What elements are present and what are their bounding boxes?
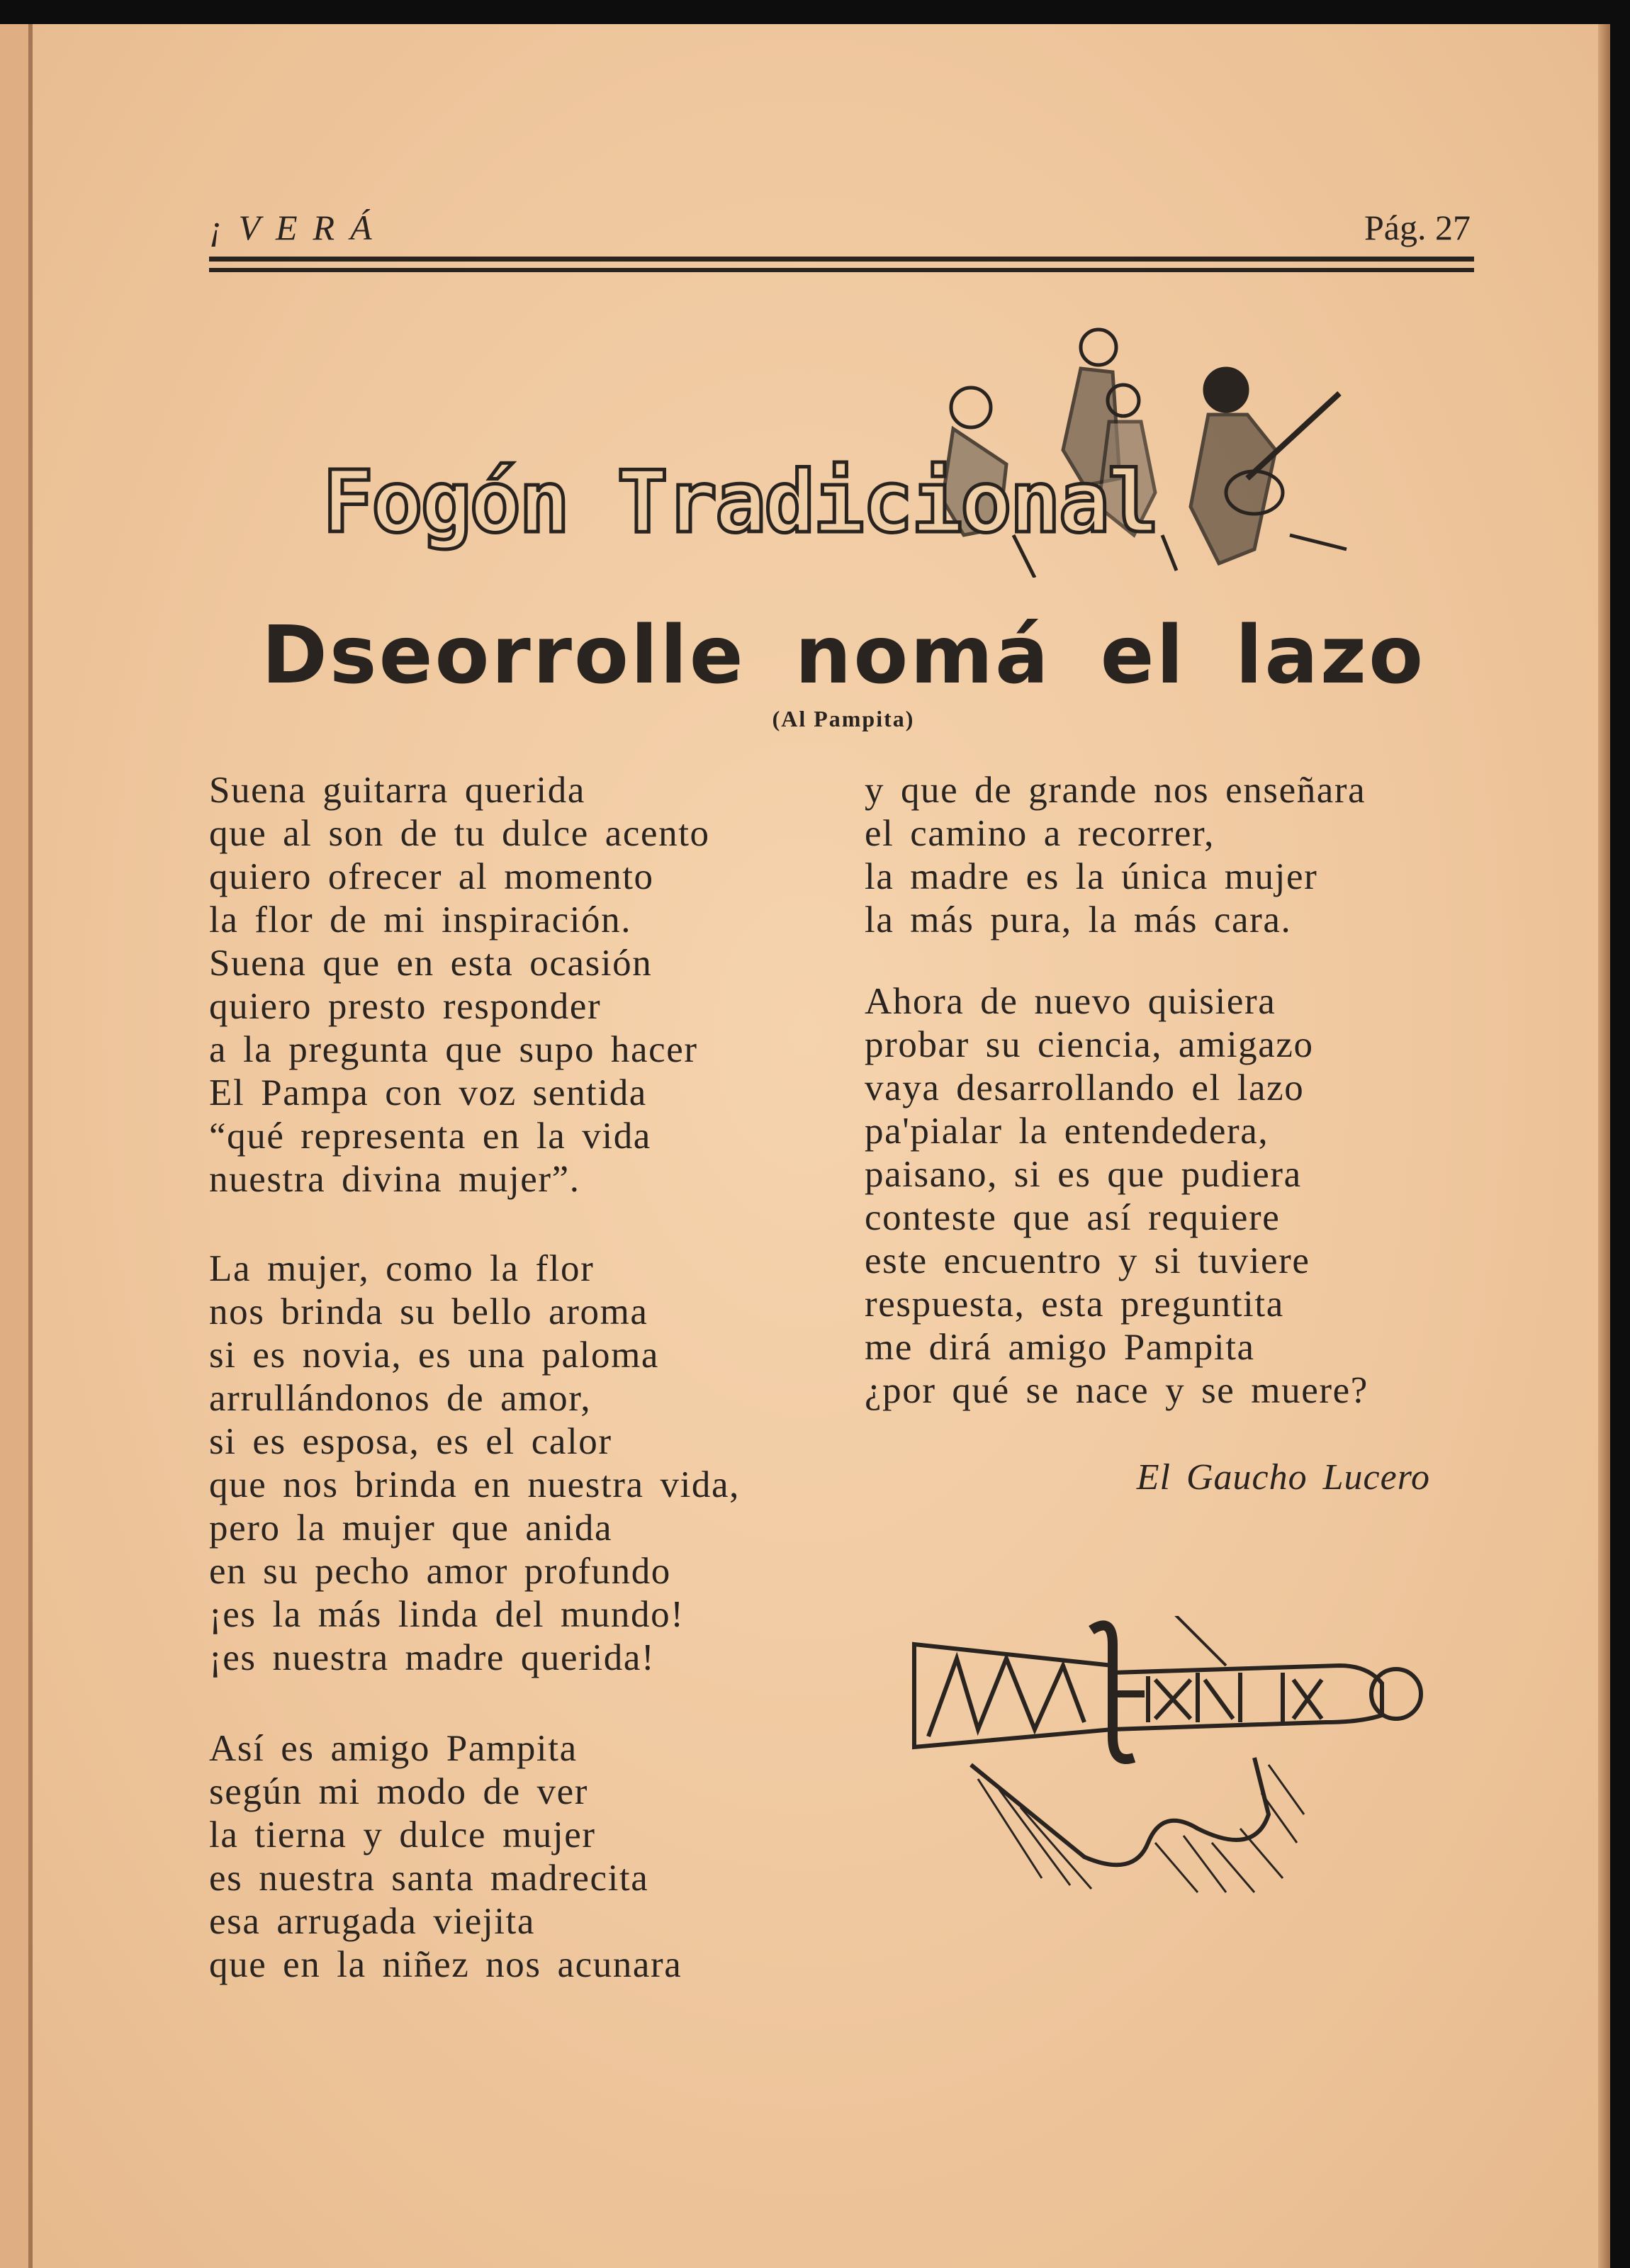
verse-line: el camino a recorrer, bbox=[865, 813, 1215, 854]
right-stanza-2 bbox=[865, 980, 1368, 1413]
previous-page-edge bbox=[0, 24, 28, 2268]
verse-line: la tierna y dulce mujer bbox=[209, 1814, 596, 1856]
left-stanza-1 bbox=[209, 769, 710, 1201]
verse-line: la flor de mi inspiración. bbox=[209, 899, 632, 941]
verse-line: en su pecho amor profundo bbox=[209, 1551, 671, 1592]
verse-line: que nos brinda en nuestra vida, bbox=[209, 1464, 740, 1505]
facon-knife-illustration bbox=[900, 1616, 1439, 1899]
verse-line: conteste que así requiere bbox=[865, 1197, 1281, 1238]
poem-dedication: (Al Pampita) bbox=[772, 706, 915, 731]
header-rule-top bbox=[209, 257, 1474, 262]
verse-line: Suena guitarra querida bbox=[209, 770, 585, 811]
verse-line: respuesta, esta preguntita bbox=[865, 1284, 1284, 1325]
left-stanza-2 bbox=[209, 1247, 740, 1680]
verse-line: que en la niñez nos acunara bbox=[209, 1944, 682, 1985]
page-edge bbox=[1598, 24, 1610, 2268]
verse-line: me dirá amigo Pampita bbox=[865, 1327, 1255, 1368]
binding-gutter bbox=[28, 24, 33, 2268]
right-stanza-1 bbox=[865, 769, 1366, 942]
verse-line: vaya desarrollando el lazo bbox=[865, 1067, 1305, 1108]
verse-line: ¡es nuestra madre querida! bbox=[209, 1637, 656, 1678]
section-title-art: Fogón Tradicional bbox=[322, 454, 1157, 552]
verse-line: pa'pialar la entendedera, bbox=[865, 1111, 1269, 1152]
verse-line: este encuentro y si tuviere bbox=[865, 1240, 1310, 1281]
page-number: Pág. 27 bbox=[1364, 208, 1471, 247]
verse-line: La mujer, como la flor bbox=[209, 1248, 595, 1289]
verse-line: a la pregunta que supo hacer bbox=[209, 1029, 698, 1070]
verse-line: Así es amigo Pampita bbox=[209, 1728, 578, 1769]
verse-line: que al son de tu dulce acento bbox=[209, 813, 710, 854]
verse-line: “qué representa en la vida bbox=[209, 1116, 651, 1157]
verse-line: la madre es la única mujer bbox=[865, 856, 1318, 897]
poem-signature: El Gaucho Lucero bbox=[1136, 1457, 1430, 1498]
verse-line: pero la mujer que anida bbox=[209, 1508, 613, 1549]
verse-line: si es novia, es una paloma bbox=[209, 1335, 660, 1376]
verse-line: nos brinda su bello aroma bbox=[209, 1291, 648, 1332]
verse-line: esa arrugada viejita bbox=[209, 1901, 535, 1942]
verse-line: paisano, si es que pudiera bbox=[865, 1154, 1302, 1195]
verse-line: quiero presto responder bbox=[209, 986, 602, 1027]
verse-line: nuestra divina mujer”. bbox=[209, 1159, 580, 1200]
magazine-name: ¡VERÁ bbox=[209, 208, 388, 247]
verse-line: quiero ofrecer al momento bbox=[209, 856, 654, 897]
verse-line: si es esposa, es el calor bbox=[209, 1421, 612, 1462]
verse-line: Ahora de nuevo quisiera bbox=[865, 981, 1276, 1022]
verse-line: ¡es la más linda del mundo! bbox=[209, 1594, 685, 1635]
left-stanza-3 bbox=[209, 1727, 682, 1987]
verse-line: y que de grande nos enseñara bbox=[865, 770, 1366, 811]
header-rule-bottom bbox=[209, 268, 1474, 272]
verse-line: la más pura, la más cara. bbox=[865, 899, 1292, 941]
verse-line: es nuestra santa madrecita bbox=[209, 1858, 649, 1899]
verse-line: probar su ciencia, amigazo bbox=[865, 1024, 1314, 1065]
poem-title: Dseorrolle nomá el lazo bbox=[261, 610, 1426, 702]
verse-line: Suena que en esta ocasión bbox=[209, 943, 653, 984]
verse-line: El Pampa con voz sentida bbox=[209, 1072, 647, 1113]
verse-line: según mi modo de ver bbox=[209, 1771, 589, 1812]
verse-line: arrullándonos de amor, bbox=[209, 1378, 592, 1419]
verse-line: ¿por qué se nace y se muere? bbox=[865, 1370, 1368, 1411]
